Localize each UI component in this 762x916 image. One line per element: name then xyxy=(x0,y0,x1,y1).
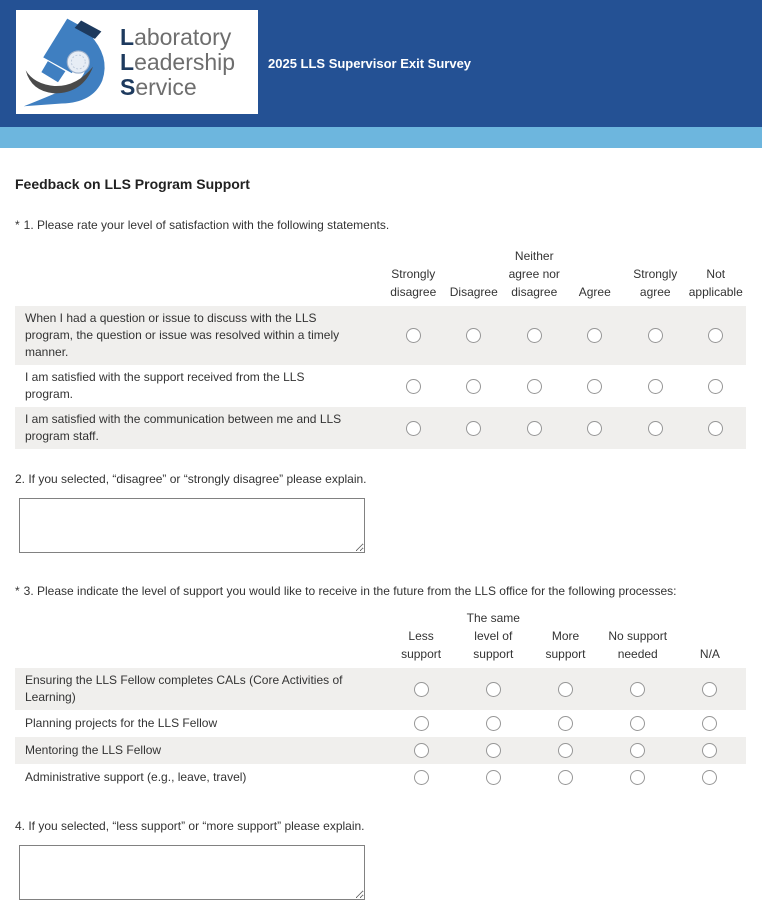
column-header: Disagree xyxy=(449,285,498,299)
matrix-row xyxy=(15,407,746,449)
section-title: Feedback on LLS Program Support xyxy=(15,176,250,192)
radio-button[interactable] xyxy=(414,682,429,697)
radio-button[interactable] xyxy=(527,421,542,436)
logo xyxy=(16,10,258,114)
radio-button[interactable] xyxy=(486,743,501,758)
radio-button[interactable] xyxy=(406,379,421,394)
logo-line-laboratory: Laboratory xyxy=(120,23,232,50)
column-header: The same level of support xyxy=(466,611,520,661)
row-label: When I had a question or issue to discuss with the LLS program, the question or issue was resolved within a timely manner. xyxy=(25,311,340,359)
column-header: Neither agree nor disagree xyxy=(508,249,560,299)
radio-button[interactable] xyxy=(648,421,663,436)
column-header: N/A xyxy=(699,647,720,661)
radio-button[interactable] xyxy=(587,421,602,436)
radio-button[interactable] xyxy=(558,770,573,785)
radio-button[interactable] xyxy=(527,328,542,343)
column-header: No support needed xyxy=(608,629,668,661)
radio-button[interactable] xyxy=(708,379,723,394)
row-label: Administrative support (e.g., leave, travel) xyxy=(25,770,247,784)
radio-button[interactable] xyxy=(406,421,421,436)
question-2-label: 2. If you selected, “disagree” or “strongly disagree” please explain. xyxy=(15,472,367,486)
question-2-explain-textarea[interactable] xyxy=(19,498,365,553)
question-1-column-headers xyxy=(15,247,746,301)
radio-button[interactable] xyxy=(414,770,429,785)
column-header: Strongly disagree xyxy=(390,267,437,299)
radio-button[interactable] xyxy=(708,421,723,436)
question-4 xyxy=(15,819,746,900)
radio-button[interactable] xyxy=(466,421,481,436)
column-header: Not applicable xyxy=(688,267,743,299)
question-3-label xyxy=(15,584,746,599)
question-4-label: 4. If you selected, “less support” or “more support” please explain. xyxy=(15,819,365,833)
logo-line-service: Service xyxy=(120,73,197,100)
row-label: Planning projects for the LLS Fellow xyxy=(25,716,218,730)
radio-button[interactable] xyxy=(648,379,663,394)
radio-button[interactable] xyxy=(702,743,717,758)
radio-button[interactable] xyxy=(630,770,645,785)
radio-button[interactable] xyxy=(486,682,501,697)
accent-strip xyxy=(0,127,762,148)
radio-button[interactable] xyxy=(558,743,573,758)
radio-button[interactable] xyxy=(630,716,645,731)
radio-button[interactable] xyxy=(414,716,429,731)
radio-button[interactable] xyxy=(558,716,573,731)
survey-page-body xyxy=(0,176,762,916)
radio-button[interactable] xyxy=(702,770,717,785)
question-1 xyxy=(15,218,746,449)
matrix-row xyxy=(15,668,746,710)
survey-title: 2025 LLS Supervisor Exit Survey xyxy=(268,56,472,71)
radio-button[interactable] xyxy=(558,682,573,697)
matrix-row xyxy=(15,365,746,407)
column-header: Strongly agree xyxy=(633,267,678,299)
question-1-matrix xyxy=(15,247,746,449)
radio-button[interactable] xyxy=(466,328,481,343)
column-header: Agree xyxy=(578,285,611,299)
radio-button[interactable] xyxy=(630,743,645,758)
matrix-row xyxy=(15,737,746,764)
question-3-text: 3. Please indicate the level of support you would like to receive in the future from the LLS office for the following processes: xyxy=(23,584,677,598)
header-banner xyxy=(0,0,762,127)
logo-line-leadership: Leadership xyxy=(120,48,236,75)
question-1-text: 1. Please rate your level of satisfaction with the following statements. xyxy=(23,218,390,232)
radio-button[interactable] xyxy=(587,328,602,343)
matrix-row xyxy=(15,710,746,737)
row-label: Mentoring the LLS Fellow xyxy=(25,743,162,757)
radio-button[interactable] xyxy=(486,770,501,785)
logo-wordmark xyxy=(120,25,235,100)
question-1-label xyxy=(15,218,746,233)
microscope-logo-icon xyxy=(18,14,122,110)
radio-button[interactable] xyxy=(486,716,501,731)
question-3-matrix xyxy=(15,609,746,791)
radio-button[interactable] xyxy=(630,682,645,697)
radio-button[interactable] xyxy=(702,682,717,697)
column-header: Less support xyxy=(401,629,442,661)
required-asterisk: * xyxy=(15,584,20,598)
radio-button[interactable] xyxy=(708,328,723,343)
required-asterisk: * xyxy=(15,218,20,232)
row-label: Ensuring the LLS Fellow completes CALs (Core Activities of Learning) xyxy=(25,673,343,704)
row-label: I am satisfied with the support received from the LLS program. xyxy=(25,370,305,401)
radio-button[interactable] xyxy=(414,743,429,758)
matrix-row xyxy=(15,306,746,365)
question-4-explain-textarea[interactable] xyxy=(19,845,365,900)
radio-button[interactable] xyxy=(702,716,717,731)
question-3 xyxy=(15,584,746,791)
matrix-row xyxy=(15,764,746,791)
radio-button[interactable] xyxy=(648,328,663,343)
radio-button[interactable] xyxy=(406,328,421,343)
question-3-column-headers xyxy=(15,609,746,663)
radio-button[interactable] xyxy=(466,379,481,394)
question-2 xyxy=(15,472,746,553)
row-label: I am satisfied with the communication between me and LLS program staff. xyxy=(25,412,342,443)
radio-button[interactable] xyxy=(527,379,542,394)
column-header: More support xyxy=(545,629,586,661)
radio-button[interactable] xyxy=(587,379,602,394)
